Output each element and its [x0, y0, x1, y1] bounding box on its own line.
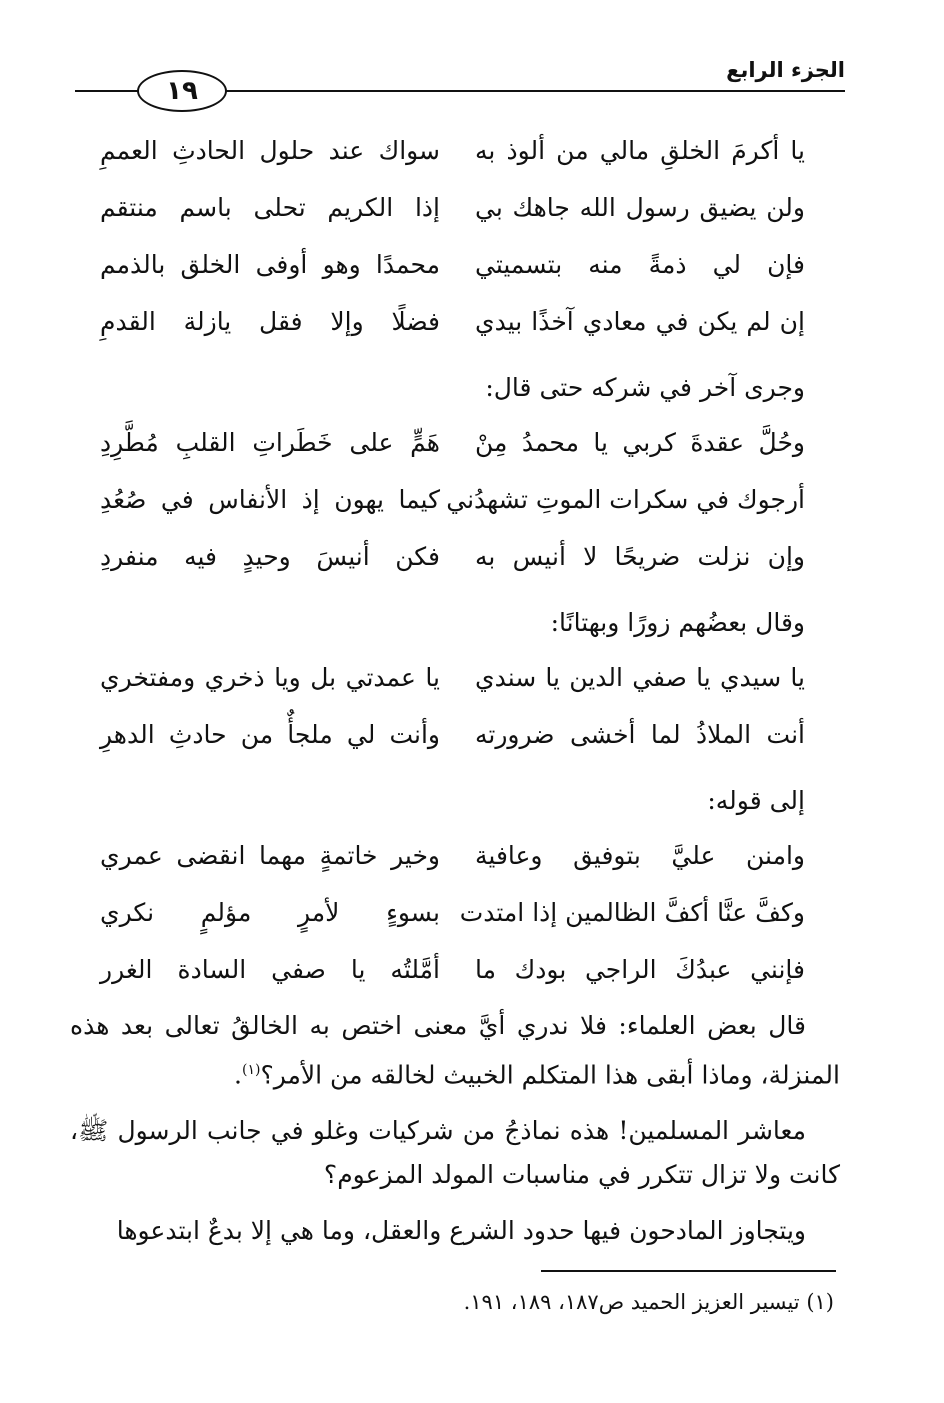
verse [80, 655, 835, 712]
verse [80, 477, 835, 534]
verse-first-hemistich: أنت الملاذُ لما أخشى ضرورته [475, 720, 805, 749]
verse-second-hemistich: فضلًا وإلا فقل يازلة القدمِ [100, 307, 440, 336]
verse-first-hemistich: يا أكرمَ الخلقِ مالي من ألوذ به [475, 136, 805, 165]
verse-first-hemistich: أرجوك في سكرات الموتِ تشهدُني [446, 485, 805, 514]
verse-second-hemistich: وأنت لي ملجأٌ من حادثِ الدهرِ [100, 720, 440, 749]
paragraph: قال بعض العلماء: فلا ندري أيَّ معنى اختص به الخالقُ تعالى بعد هذه المنزلة، وماذا أبقى هذا المتكلم الخبيث لخالقه من الأمر؟$^{(١)}$. [70, 1011, 840, 1090]
verse [80, 534, 835, 591]
verse [80, 712, 835, 769]
verse-first-hemistich: فإنني عبدُكَ الراجي بودك ما [475, 955, 805, 984]
verse [80, 420, 835, 477]
paragraph: ويتجاوز المادحون فيها حدود الشرع والعقل، وما هي إلا بدعٌ ابتدعوها [116, 1216, 806, 1246]
verse [80, 833, 835, 890]
verse [80, 128, 835, 185]
verse [80, 890, 835, 947]
page-number: ١٩ [137, 70, 227, 112]
verse-first-hemistich: إن لم يكن في معادي آخذًا بيدي [475, 307, 805, 336]
verse-first-hemistich: ولن يضيق رسول الله جاهك بي [475, 193, 805, 222]
verse [80, 299, 835, 356]
verse-first-hemistich: فإن لي ذمةً منه بتسميتي [475, 250, 805, 279]
verse [80, 242, 835, 299]
footnote-rule [541, 1270, 836, 1272]
footnote: (١) تيسير العزيز الحميد ص١٨٧، ١٨٩، ١٩١. [463, 1290, 834, 1314]
page-header [75, 56, 845, 116]
verse-second-hemistich: بسوءٍ لأمرٍ مؤلمٍ نكري [100, 898, 440, 927]
running-head: الجزء الرابع [726, 58, 845, 82]
verse-second-hemistich: فكن أنيسَ وحيدٍ فيه منفردِ [100, 542, 440, 571]
verse-first-hemistich: وإن نزلت ضريحًا لا أنيس به [475, 542, 805, 571]
verse-first-hemistich: يا سيدي يا صفي الدين يا سندي [475, 663, 805, 692]
paragraph: معاشر المسلمين! هذه نماذجُ من شركيات وغلو في جانب الرسول ﷺ، كانت ولا تزال تتكرر في مناسبات المولد المزعوم؟ [70, 1116, 840, 1190]
verse-second-hemistich: أمَّلتُه يا صفي السادة الغرر [100, 955, 440, 984]
verse-second-hemistich: كيما يهون إذ الأنفاس في صُعُدِ [100, 485, 440, 514]
verse-second-hemistich: يا عمدتي بل ويا ذخري ومفتخري [100, 663, 440, 692]
verse-second-hemistich: سواك عند حلول الحادثِ العممِ [100, 136, 440, 165]
verse-second-hemistich: إذا الكريم تحلى باسم منتقم [100, 193, 440, 222]
footnote-marker: (١) [241, 1062, 261, 1078]
intro-line: وجرى آخر في شركه حتى قال: [485, 373, 805, 402]
verse-second-hemistich: محمدًا وهو أوفى الخلق بالذمم [100, 250, 440, 279]
page-content [70, 128, 840, 1253]
verse-first-hemistich: وامنن عليَّ بتوفيق وعافية [475, 841, 805, 870]
verse-first-hemistich: وكفَّ عنَّا أكفَّ الظالمين إذا امتدت [459, 898, 805, 927]
intro-line: وقال بعضُهم زورًا وبهتانًا: [550, 608, 805, 637]
verse [80, 185, 835, 242]
paragraph-text: قال بعض العلماء: فلا ندري أيَّ معنى اختص به الخالقُ تعالى بعد هذه المنزلة، وماذا أبقى هذا المتكلم الخبيث لخالقه من الأمر؟ [70, 1011, 840, 1090]
intro-line: إلى قوله: [707, 786, 805, 815]
verse-second-hemistich: وخير خاتمةٍ مهما انقضى عمري [100, 841, 440, 870]
verse [80, 947, 835, 1004]
verse-first-hemistich: وحُلَّ عقدةَ كربي يا محمدُ مِنْ [475, 428, 805, 457]
verse-second-hemistich: هَمٍّ على خَطَراتِ القلبِ مُطَّرِدِ [100, 428, 440, 457]
